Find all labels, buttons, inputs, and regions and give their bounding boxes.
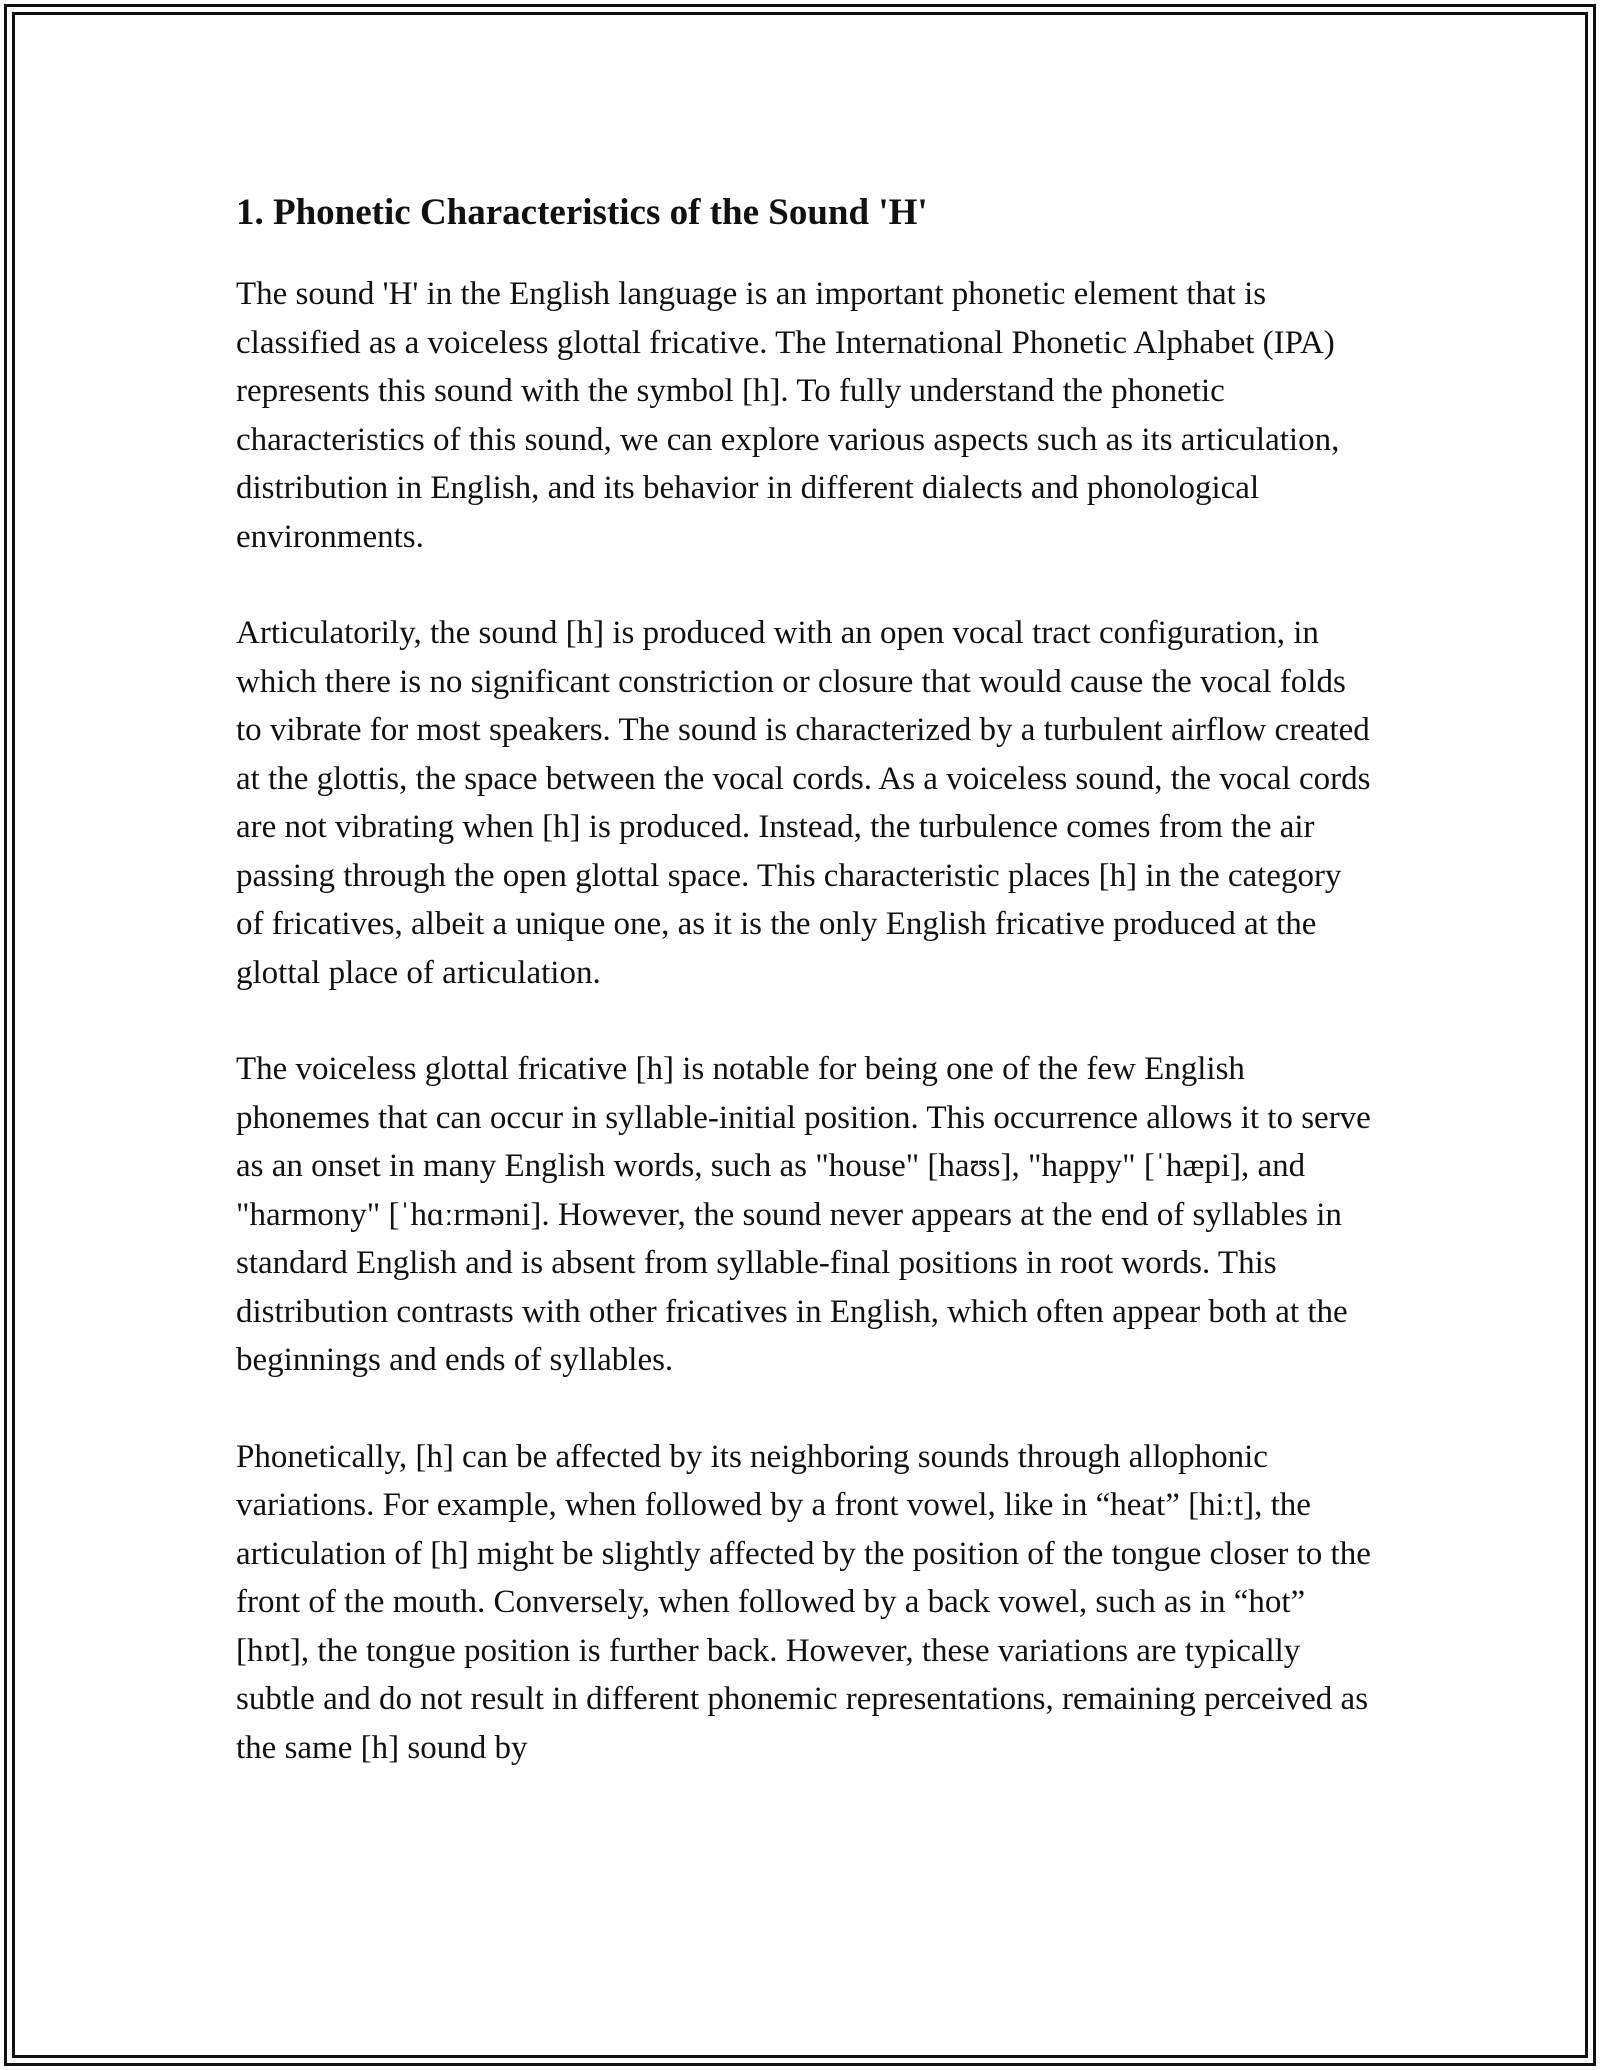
document-body — [236, 183, 1376, 1820]
paragraph-intro: The sound 'H' in the English language is an important phonetic element that is classified as a voiceless glottal fricative. The International Phonetic Alphabet (IPA) represents this sound with the symbol [h]. To fully understand the phonetic characteristics of this sound, we can explore various aspects such as its articulation, distribution in English, and its behavior in different dialects and phonological environments. — [236, 276, 1340, 555]
paragraph-distribution: The voiceless glottal fricative [h] is notable for being one of the few English phonemes that can occur in syllable-initial position. This occurrence allows it to serve as an onset in many English words, such as "house" [haʊs], "happy" [ˈhæpi], and "harmony" [ˈhɑːrməni]. However, the sound never appears at the end of syllables in standard English and is absent from syllable-final positions in root words. This distribution contrasts with other fricatives in English, which often appear both at the beginnings and ends of syllables. — [236, 1051, 1371, 1378]
paragraph-allophonic-variation: Phonetically, [h] can be affected by its neighboring sounds through allophonic variations. For example, when followed by a front vowel, like in “heat” [hiːt], the articulation of [h] might be slightly affected by the position of the tongue closer to the front of the mouth. Conversely, when followed by a back vowel, such as in “hot” [hɒt], the tongue position is further back. However, these variations are typically subtle and do not result in different phonemic representations, remaining perceived as the same [h] sound by — [236, 1438, 1371, 1766]
paragraph-articulation: Articulatorily, the sound [h] is produced with an open vocal tract configuration, in which there is no significant constriction or closure that would cause the vocal folds to vibrate for most speakers. The sound is characterized by a turbulent airflow created at the glottis, the space between the vocal cords. As a voiceless sound, the vocal cords are not vibrating when [h] is produced. Instead, the turbulence comes from the air passing through the open glottal space. This characteristic places [h] in the category of fricatives, albeit a unique one, as it is the only English fricative produced at the glottal place of articulation. — [236, 615, 1371, 991]
section-heading: 1. Phonetic Characteristics of the Sound 'H' — [236, 192, 928, 233]
